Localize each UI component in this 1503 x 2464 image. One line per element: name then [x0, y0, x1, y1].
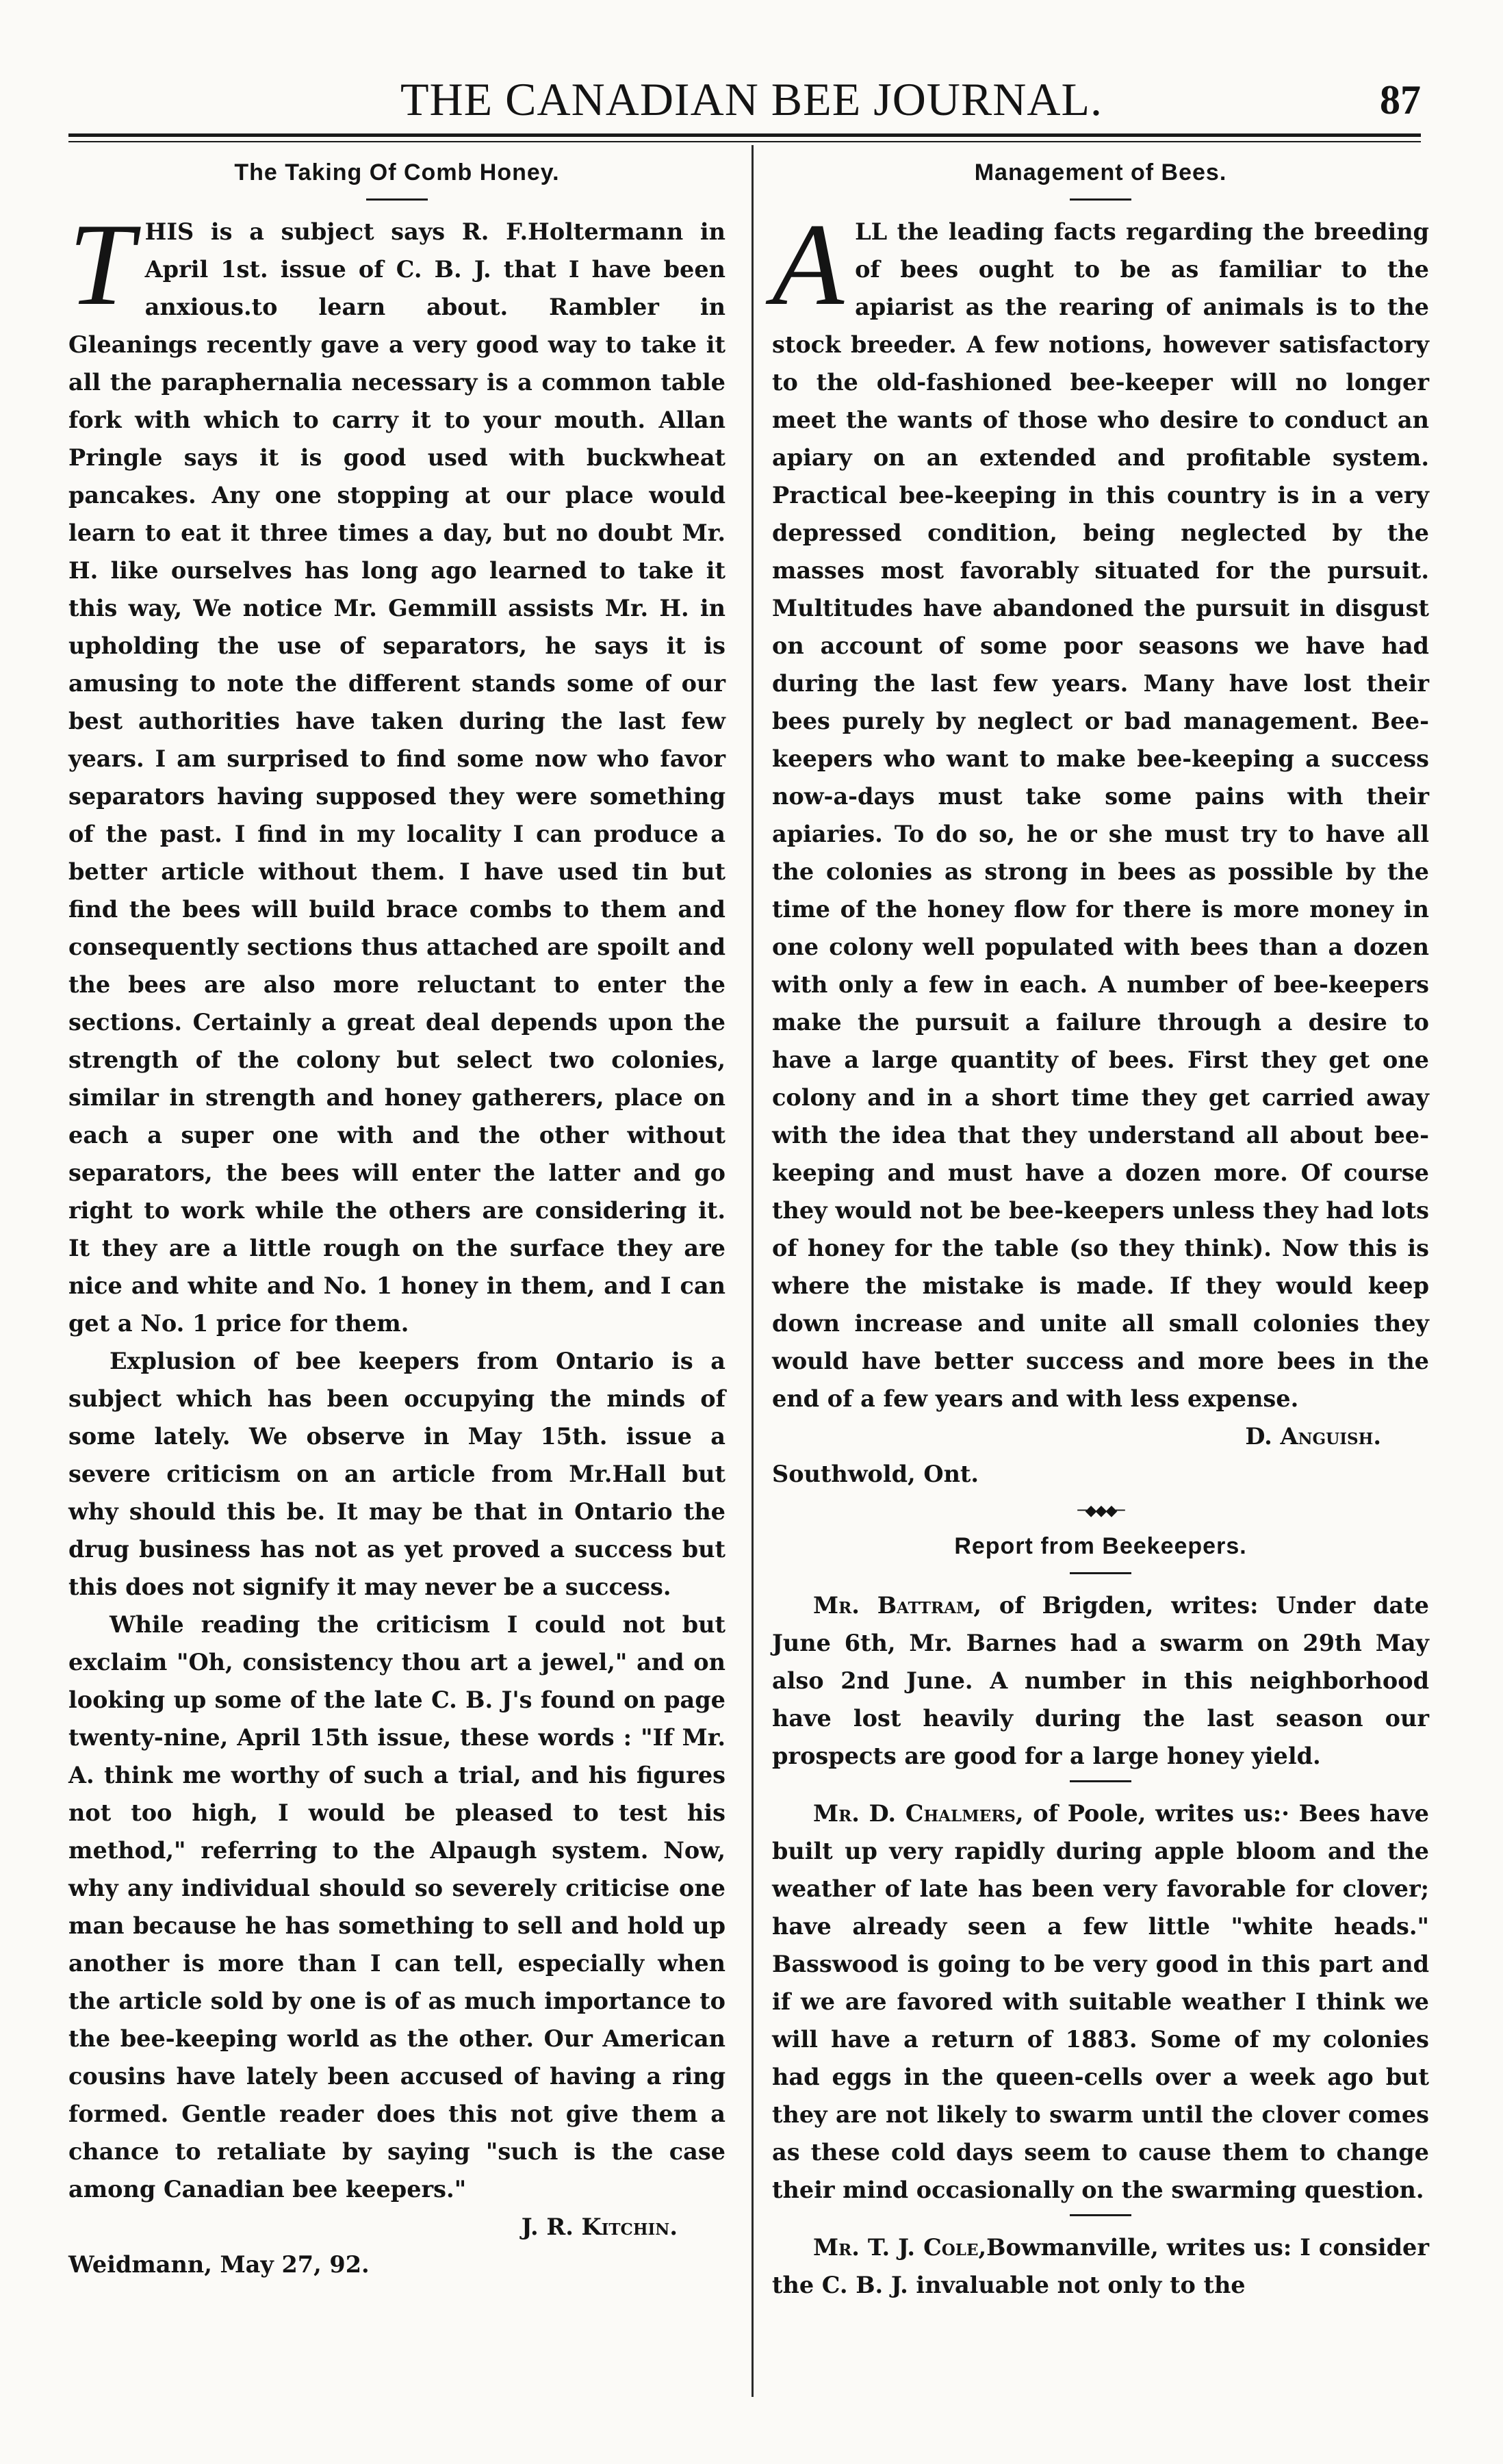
page-number: 87	[1380, 77, 1421, 123]
report-author: Mr. Battram,	[813, 1592, 982, 1619]
report-text: of Brigden, writes: Under date June 6th, Mr. Barnes had a swarm on 29th May also 2nd June. A number in this neighborhood have lost heavily during the last season our prospects are good for a large honey yield.	[772, 1592, 1429, 1769]
dateline: Southwold, Ont.	[772, 1461, 979, 1487]
title-rule	[1070, 198, 1131, 201]
report-entry	[772, 2229, 1429, 2304]
journal-title: THE CANADIAN BEE JOURNAL.	[400, 73, 1103, 125]
article-title-management: Management of Bees.	[974, 159, 1227, 185]
author-signature: D. Anguish.	[1245, 1423, 1381, 1450]
header-rule-thick	[68, 133, 1421, 137]
drop-cap: T	[68, 200, 134, 330]
report-entry	[772, 1795, 1429, 2209]
column-divider	[752, 145, 754, 2397]
report-text: of Poole, writes us:· Bees have built up very rapidly during apple bloom and the weather of late has been very favorable for clover; have already seen a few little "white heads." Basswood is going to be very good in this part and if we are favored with suitable weather I think we will have a return of 1883. Some of my colonies had eggs in the queen-cells over a week ago but they are not likely to swarm until the clover comes as these cold days seem to cause them to change their mind occasionally on the swarming question.	[772, 1800, 1429, 2203]
left-column	[68, 152, 725, 2283]
dateline: Weidmann, May 27, 92.	[68, 2251, 370, 2278]
article-paragraph	[68, 200, 725, 1342]
title-rule	[366, 198, 428, 201]
paragraph-text: HIS is a subject says R. F.Holtermann in April 1st. issue of C. B. J. that I have been anxious.to learn about. Rambler in Gleanings recently gave a very good way to take it all the paraphernalia necessary is a common table fork with which to carry it to your mouth. Allan Pringle says it is good used with buckwheat pancakes. Any one stopping at our place would learn to eat it three times a day, but no doubt Mr. H. like ourselves has long ago learned to take it this way, We notice Mr. Gemmill assists Mr. H. in upholding the use of separators, he says it is amusing to note the different stands some of our best authorities have taken during the last few years. I am surprised to find some now who favor separators having supposed they were something of the past. I find in my locality I can produce a better article without them. I have used tin but find the bees will build brace combs to them and consequently sections thus attached are spoilt and the bees are also more reluctant to enter the sections. Certainly a great deal depends upon the strength of the colony but select two colonies, similar in strength and honey gatherers, place on each a super one with and the other without separators, the bees will enter the latter and go right to work while the others are considering it. It they are a little rough on the surface they are nice and white and No. 1 honey in them, and I can get a No. 1 price for them.	[68, 218, 725, 1337]
report-author: Mr. T. J. Cole,	[813, 2234, 987, 2261]
article-paragraph	[772, 200, 1429, 1417]
report-author: Mr. D. Chalmers,	[813, 1800, 1024, 1827]
right-column	[772, 152, 1429, 2304]
article-paragraph: Explusion of bee keepers from Ontario is a subject which has been occupying the minds of some lately. We observe in May 15th. issue a severe criticism on an article from Mr.Hall but why should this be. It may be that in Ontario the drug business has not as yet proved a success but this does not signify it may never be a success.	[68, 1348, 725, 1600]
report-text: Bowmanville, writes us: I consider the C. B. J. invaluable not only to the	[772, 2234, 1429, 2298]
article-paragraph: While reading the criticism I could not but exclaim "Oh, consistency thou art a jewel," and on looking up some of the late C. B. J's found on page twenty-nine, April 15th issue, these words : "If Mr. A. think me worthy of such a trial, and his figures not too high, I would be pleased to test his method," referring to the Alpaugh system. Now, why any individual should so severely criticise one man because he has something to sell and hold up another is more than I can tell, especially when the article sold by one is of as much importance to the bee-keeping world as the other. Our American cousins have lately been accused of having a ring formed. Gentle reader does this not give them a chance to retaliate by saying "such is the case among Canadian bee keepers."	[68, 1611, 725, 2203]
article-title-reports: Report from Beekeepers.	[954, 1533, 1247, 1559]
title-rule	[1070, 1572, 1131, 1574]
report-rule	[1070, 1780, 1131, 1782]
drop-cap: A	[772, 200, 845, 330]
ornament-divider: ─◆◆◆─	[1077, 1502, 1124, 1519]
running-head	[62, 68, 1441, 130]
report-entry	[772, 1587, 1429, 1775]
report-rule	[1070, 2214, 1131, 2216]
paragraph-text: LL the leading facts regarding the breeding of bees ought to be as familiar to the apiarist as the rearing of animals is to the stock breeder. A few notions, however satisfactory to the old-fashioned bee-keeper will no longer meet the wants of those who desire to conduct an apiary on an extended and profitable system. Practical bee-keeping in this country is in a very depressed condition, being neglected by the masses most favorably situated for the pursuit. Multitudes have abandoned the pursuit in disgust on account of some poor seasons we have had during the last few years. Many have lost their bees purely by neglect or bad management. Bee-keepers who want to make bee-keeping a success now-a-days must take some pains with their apiaries. To do so, he or she must try to have all the colonies as strong in bees as possible by the time of the honey flow for there is more money in one colony well populated with bees than a dozen with only a few in each. A number of bee-keepers make the pursuit a failure through a desire to have a large quantity of bees. First they get one colony and in a short time they get carried away with the idea that they understand all about bee-keeping and must have a dozen more. Of course they would not be bee-keepers unless they had lots of honey for the table (so they think). Now this is where the mistake is made. If they would keep down increase and unite all small colonies they would have better success and more bees in the end of a few years and with less expense.	[772, 218, 1429, 1412]
author-signature: J. R. Kitchin.	[521, 2213, 678, 2240]
header-rule-thin	[68, 141, 1421, 142]
article-title-comb-honey: The Taking Of Comb Honey.	[234, 159, 560, 185]
